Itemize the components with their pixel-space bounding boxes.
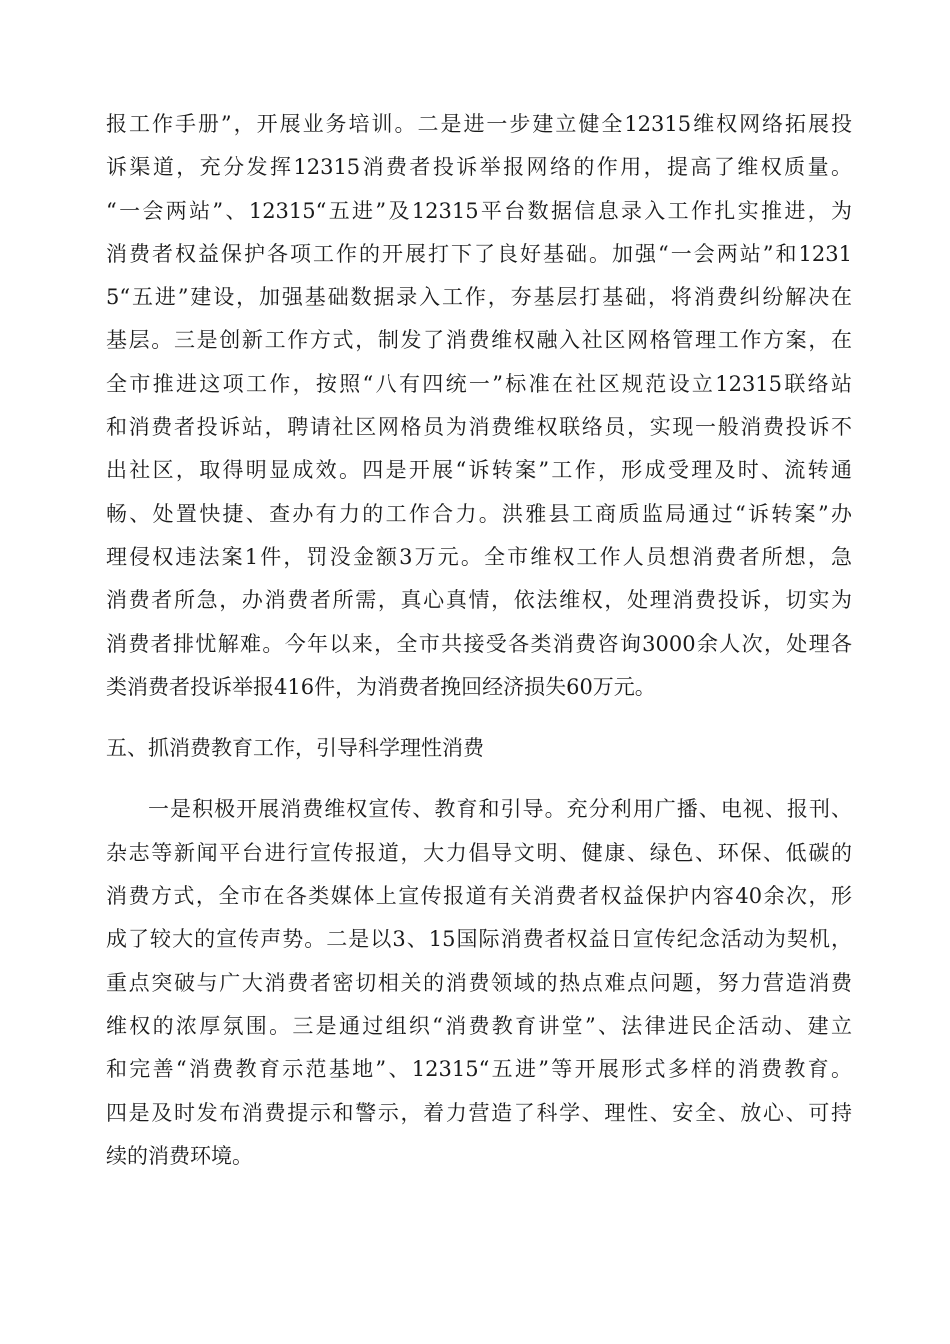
paragraph-spacer [106, 714, 852, 732]
text-line: 理侵权违法案1件，罚没金额3万元。全市维权工作人员想消费者所想，急 [106, 544, 852, 569]
text-line: 消费方式，全市在各类媒体上宣传报道有关消费者权益保护内容40余次，形 [106, 884, 852, 909]
section-heading: 五、抓消费教育工作，引导科学理性消费 [106, 736, 484, 761]
paragraph-consumer-rights-network [106, 108, 852, 704]
text-line: 四是及时发布消费提示和警示，着力营造了科学、理性、安全、放心、可持 [106, 1100, 852, 1125]
text-line: 和消费者投诉站，聘请社区网格员为消费维权联络员，实现一般消费投诉不 [106, 415, 852, 440]
document-body [106, 108, 852, 1183]
paragraph-consumer-education [106, 793, 852, 1172]
text-line: 全市推进这项工作，按照“八有四统一”标准在社区规范设立12315联络站 [106, 371, 852, 396]
text-line: “一会两站”、12315“五进”及12315平台数据信息录入工作扎实推进，为 [106, 198, 852, 223]
text-line: 一是积极开展消费维权宣传、教育和引导。充分利用广播、电视、报刊、 [148, 797, 852, 822]
text-line: 报工作手册”，开展业务培训。二是进一步建立健全12315维权网络拓展投 [106, 112, 852, 136]
text-line: 消费者所急，办消费者所需，真心真情，依法维权，处理消费投诉，切实为 [106, 588, 852, 613]
text-line: 诉渠道，充分发挥12315消费者投诉举报网络的作用，提高了维权质量。 [106, 155, 852, 180]
text-line: 续的消费环境。 [106, 1143, 253, 1168]
text-line: 成了较大的宣传声势。二是以3、15国际消费者权益日宣传纪念活动为契机， [106, 927, 852, 952]
text-line: 畅、处置快捷、查办有力的工作合力。洪雅县工商质监局通过“诉转案”办 [106, 501, 852, 526]
text-line: 重点突破与广大消费者密切相关的消费领域的热点难点问题，努力营造消费 [106, 970, 852, 995]
paragraph-spacer [106, 775, 852, 793]
text-line: 消费者排忧解难。今年以来，全市共接受各类消费咨询3000余人次，处理各 [106, 631, 852, 656]
text-line: 出社区，取得明显成效。四是开展“诉转案”工作，形成受理及时、流转通 [106, 458, 852, 483]
text-line: 基层。三是创新工作方式，制发了消费维权融入社区网格管理工作方案，在 [106, 328, 852, 353]
text-line: 维权的浓厚氛围。三是通过组织“消费教育讲堂”、法律进民企活动、建立 [106, 1013, 852, 1038]
text-line: 和完善“消费教育示范基地”、12315“五进”等开展形式多样的消费教育。 [106, 1057, 852, 1082]
text-line: 类消费者投诉举报416件，为消费者挽回经济损失60万元。 [106, 674, 656, 699]
text-line: 消费者权益保护各项工作的开展打下了良好基础。加强“一会两站”和1231 [106, 241, 852, 266]
text-line: 杂志等新闻平台进行宣传报道，大力倡导文明、健康、绿色、环保、低碳的 [106, 840, 852, 865]
text-line: 5“五进”建设，加强基础数据录入工作，夯基层打基础，将消费纠纷解决在 [106, 285, 852, 310]
